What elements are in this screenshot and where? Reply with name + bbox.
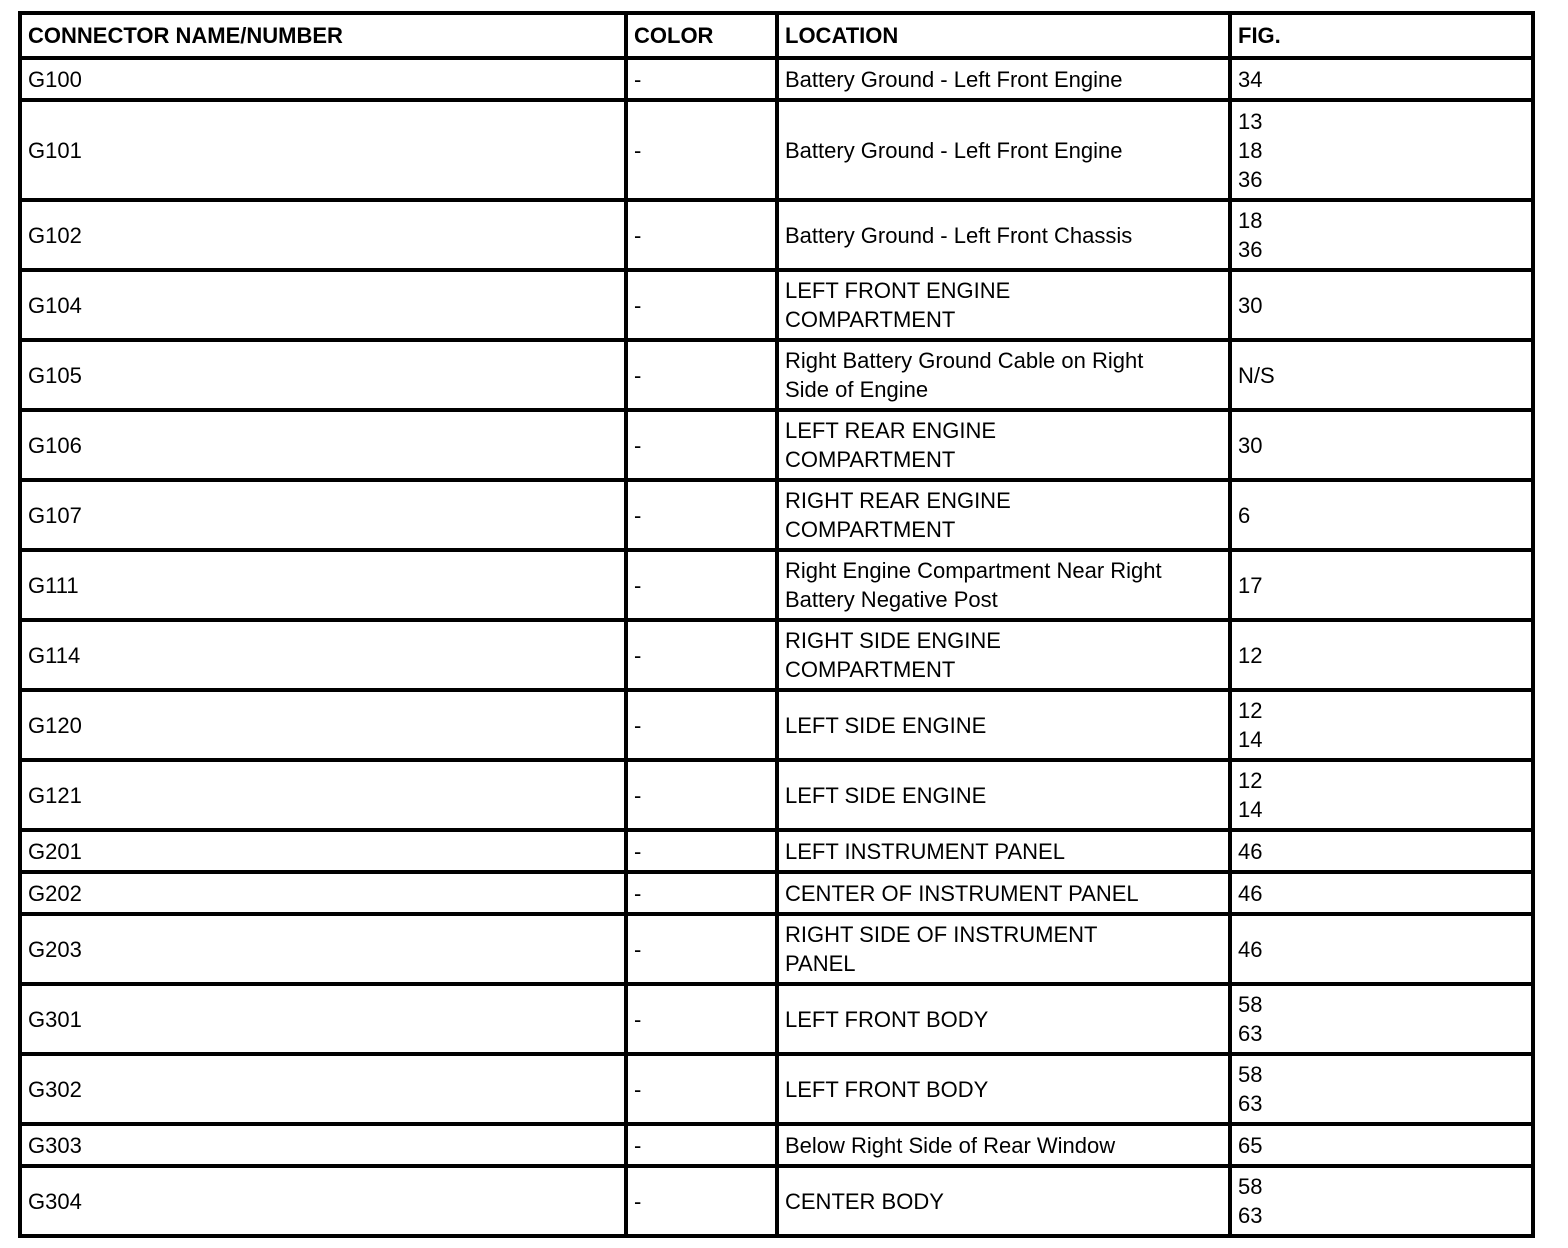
location-cell [777,200,1230,270]
location-line: Battery Ground - Left Front Engine [785,66,1123,92]
table-header-row [20,13,1533,58]
connector-name-cell: G105 [20,340,626,410]
fig-cell [1230,58,1533,100]
color-cell: - [626,200,777,270]
fig-cell [1230,872,1533,914]
table-row [20,480,1533,550]
color-cell: - [626,1166,777,1236]
connector-name-cell: G101 [20,100,626,200]
color-cell: - [626,1054,777,1124]
connector-name-cell: G201 [20,830,626,872]
table-row [20,1166,1533,1236]
table-row [20,410,1533,480]
fig-number: 12 [1238,698,1263,723]
location-line: Side of Engine [785,377,929,402]
location-cell [777,690,1230,760]
location-cell [777,550,1230,620]
connector-name-cell: G106 [20,410,626,480]
fig-number: 65 [1238,1132,1263,1158]
location-cell [777,340,1230,410]
location-cell [777,914,1230,984]
location-line: LEFT FRONT BODY [785,1076,989,1102]
connector-name-cell: G114 [20,620,626,690]
color-cell: - [626,1124,777,1166]
color-cell: - [626,480,777,550]
connector-name-cell: G203 [20,914,626,984]
location-cell [777,984,1230,1054]
color-cell: - [626,914,777,984]
fig-number: 36 [1238,166,1263,192]
fig-number: 63 [1238,1203,1263,1228]
fig-cell [1230,100,1533,200]
fig-number: 6 [1238,502,1251,528]
fig-number: 12 [1238,642,1263,668]
fig-cell [1230,690,1533,760]
fig-cell [1230,984,1533,1054]
fig-cell [1230,620,1533,690]
location-cell [777,1124,1230,1166]
fig-cell [1230,1054,1533,1124]
table-row [20,914,1533,984]
connector-name-cell: G102 [20,200,626,270]
location-line: Battery Ground - Left Front Chassis [785,222,1133,248]
fig-number: 18 [1238,208,1263,233]
fig-number: 17 [1238,572,1263,598]
fig-cell [1230,760,1533,830]
location-cell [777,410,1230,480]
location-line: CENTER BODY [785,1188,944,1214]
connector-name-cell: G304 [20,1166,626,1236]
fig-number: 63 [1238,1021,1263,1046]
location-line: RIGHT SIDE OF INSTRUMENT [785,922,1098,947]
location-line: Below Right Side of Rear Window [785,1132,1116,1158]
connector-name-cell: G111 [20,550,626,620]
location-cell [777,270,1230,340]
connector-name-cell: G120 [20,690,626,760]
table-row [20,270,1533,340]
color-cell: - [626,340,777,410]
fig-cell [1230,480,1533,550]
fig-cell [1230,914,1533,984]
fig-number: 14 [1238,797,1263,822]
fig-cell [1230,1166,1533,1236]
connector-table [18,11,1535,1238]
fig-number: 36 [1238,237,1263,262]
fig-number: 30 [1238,432,1263,458]
location-cell [777,620,1230,690]
table-row [20,550,1533,620]
table-row [20,690,1533,760]
table-row [20,620,1533,690]
connector-name-cell: G100 [20,58,626,100]
fig-number: 14 [1238,727,1263,752]
location-line: RIGHT SIDE ENGINE [785,628,1001,653]
location-line: LEFT FRONT ENGINE [785,278,1011,303]
connector-name-cell: G302 [20,1054,626,1124]
color-cell: - [626,690,777,760]
location-line: LEFT SIDE ENGINE [785,782,987,808]
column-header-location: LOCATION [777,13,1230,58]
fig-cell [1230,270,1533,340]
location-cell [777,480,1230,550]
table-row [20,1054,1533,1124]
table-body [20,58,1533,1236]
location-cell [777,1054,1230,1124]
connector-name-cell: G121 [20,760,626,830]
table-row [20,984,1533,1054]
location-line: LEFT SIDE ENGINE [785,712,987,738]
location-line: RIGHT REAR ENGINE [785,488,1011,513]
location-line: LEFT FRONT BODY [785,1006,989,1032]
table-row [20,340,1533,410]
location-cell [777,830,1230,872]
connector-name-cell: G107 [20,480,626,550]
table-row [20,760,1533,830]
fig-cell [1230,830,1533,872]
location-line: LEFT INSTRUMENT PANEL [785,838,1065,864]
location-cell [777,58,1230,100]
fig-number: 63 [1238,1091,1263,1116]
location-line: Battery Negative Post [785,587,998,612]
fig-number: 13 [1238,108,1263,134]
fig-cell [1230,550,1533,620]
connector-name-cell: G301 [20,984,626,1054]
fig-number: 46 [1238,838,1263,864]
fig-cell [1230,340,1533,410]
fig-number: 12 [1238,768,1263,793]
color-cell: - [626,270,777,340]
location-line: COMPARTMENT [785,657,956,682]
location-cell [777,760,1230,830]
table-row [20,58,1533,100]
fig-cell [1230,410,1533,480]
fig-number: 58 [1238,1174,1263,1199]
table-row [20,1124,1533,1166]
fig-number: 30 [1238,292,1263,318]
fig-number: 46 [1238,880,1263,906]
table-row [20,100,1533,200]
table-row [20,200,1533,270]
color-cell: - [626,872,777,914]
color-cell: - [626,620,777,690]
location-line: CENTER OF INSTRUMENT PANEL [785,880,1139,906]
connector-name-cell: G303 [20,1124,626,1166]
location-line: COMPARTMENT [785,307,956,332]
location-cell [777,100,1230,200]
fig-number: 58 [1238,1062,1263,1087]
fig-number: 46 [1238,936,1263,962]
column-header-connector: CONNECTOR NAME/NUMBER [20,13,626,58]
table-row [20,830,1533,872]
location-line: COMPARTMENT [785,517,956,542]
fig-number: 34 [1238,66,1263,92]
table-row [20,872,1533,914]
fig-cell [1230,1124,1533,1166]
fig-number: 18 [1238,137,1263,163]
color-cell: - [626,760,777,830]
color-cell: - [626,100,777,200]
color-cell: - [626,550,777,620]
connector-name-cell: G202 [20,872,626,914]
location-line: LEFT REAR ENGINE [785,418,997,443]
column-header-color: COLOR [626,13,777,58]
color-cell: - [626,58,777,100]
fig-cell [1230,200,1533,270]
location-line: Battery Ground - Left Front Engine [785,137,1123,163]
fig-number: N/S [1238,362,1275,388]
column-header-fig: FIG. [1230,13,1533,58]
location-line: Right Battery Ground Cable on Right [785,348,1144,373]
location-cell [777,872,1230,914]
location-line: PANEL [785,951,856,976]
location-line: COMPARTMENT [785,447,956,472]
fig-number: 58 [1238,992,1263,1017]
location-cell [777,1166,1230,1236]
color-cell: - [626,830,777,872]
location-line: Right Engine Compartment Near Right [785,558,1162,583]
color-cell: - [626,410,777,480]
connector-name-cell: G104 [20,270,626,340]
color-cell: - [626,984,777,1054]
